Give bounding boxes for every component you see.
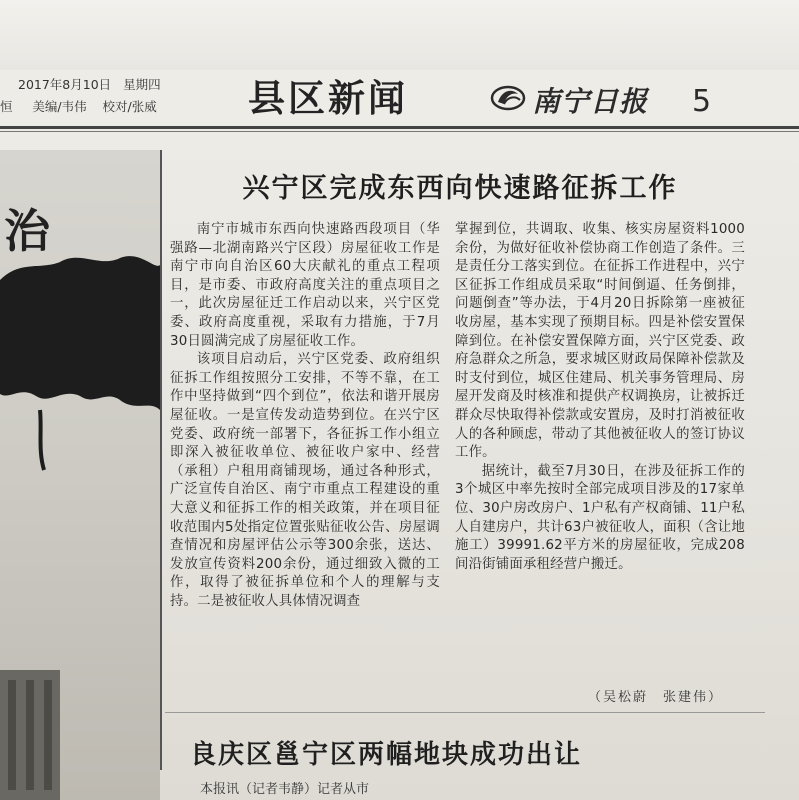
column-divider: [160, 150, 162, 770]
paper-name: 南宁日报: [532, 85, 649, 118]
header-weekday: 星期四: [123, 77, 161, 92]
header-credits-line: [0, 98, 157, 116]
header-date: 2017年8月10日: [18, 77, 112, 92]
left-fragment-char: 治: [4, 204, 50, 258]
header-rule-thin: [0, 131, 799, 132]
article-headline: 兴宁区完成东西向快速路征拆工作: [242, 173, 678, 204]
article-paragraph: 该项目启动后，兴宁区党委、政府组织征拆工作组按照分工安排，不等不靠，在工作中坚持做到“四个到位”，依法和谐开展房屋征收。一是宣传发动造势到位。在兴宁区党委、政府统一部署下，各征拆工作小组立即深入被征收单位、被征收户家中、经营（承租）户租用商铺现场，通过各种形式，广泛宣传自治区、南宁市重点工程建设的重大意义和征拆工作的相关政策，并在项目征收范围内5处指定位置张贴征收公告、房屋调查情况和房屋评估公示等300余张，送达、发放宣传资料200余份，通过细致入微的工作，取得了被征拆单位和个人的理解与支持。二是被征收人具体情况调查: [170, 352, 440, 609]
second-article-lead: 本报讯（记者韦静）记者从市: [200, 782, 370, 797]
header-proofreader: 校对/张威: [102, 99, 157, 114]
top-blank-strip: [0, 0, 799, 70]
second-article-headline: 良庆区邕宁区两幅地块成功出让: [190, 740, 583, 770]
page-number: 5: [692, 84, 712, 119]
article-paragraph: 南宁市城市东西向快速路西段项目（华强路—北湖南路兴宁区段）房屋征收工作是南宁市向自治区60大庆献礼的重点工程项目，是市委、市政府高度关注的重点项目之一，此次房屋征迁工作启动以来，兴宁区党委、政府高度重视，采取有力措施，于7月30日圆满完成了房屋征收工作。: [170, 222, 440, 349]
article-paragraph: 掌握到位，共调取、收集、核实房屋资料1000余份，为做好征收补偿协商工作创造了条件。三是责任分工落实到位。在征拆工作进程中，兴宁区征拆工作组成员采取“时间倒逼、任务倒排，问题倒查”等办法，于4月20日拆除第一座被征收房屋，基本实现了预期目标。四是补偿安置保障到位。在补偿安置保障方面，兴宁区党委、政府急群众之所急，要求城区财政局保障补偿款及时支付到位，城区住建局、机关事务管理局、房屋开发商及时核准和提供产权调换房，让被拆迁群众尽快取得补偿款或安置房，及时打消被征收人的各种顾虑，带动了其他被征收人的签订协议工作。: [455, 222, 745, 461]
article-column-1: [170, 221, 440, 611]
article-byline: （吴松蔚 张建伟）: [588, 690, 724, 705]
article-paragraph: 据统计，截至7月30日，在涉及征拆工作的3个城区中率先按时全部完成项目涉及的17家单位、30户房改房户、1户私有产权商铺、11户私人自建房户，共计63户被征收人，面积（含让地施工）39991.62平方米的房屋征收，完成208间沿街铺面承租经营户搬迁。: [455, 463, 745, 572]
left-adjacent-photo: [0, 150, 160, 800]
section-title: 县区新闻: [248, 77, 408, 120]
newspaper-logo-icon: [490, 84, 526, 112]
article-column-2: [455, 221, 745, 574]
header-editor: 美编/韦伟: [32, 99, 87, 114]
header-credit-partial: 恒: [0, 99, 13, 114]
header-rule: [0, 126, 799, 129]
article-separator: [165, 712, 765, 713]
header-date-line: [18, 76, 161, 94]
